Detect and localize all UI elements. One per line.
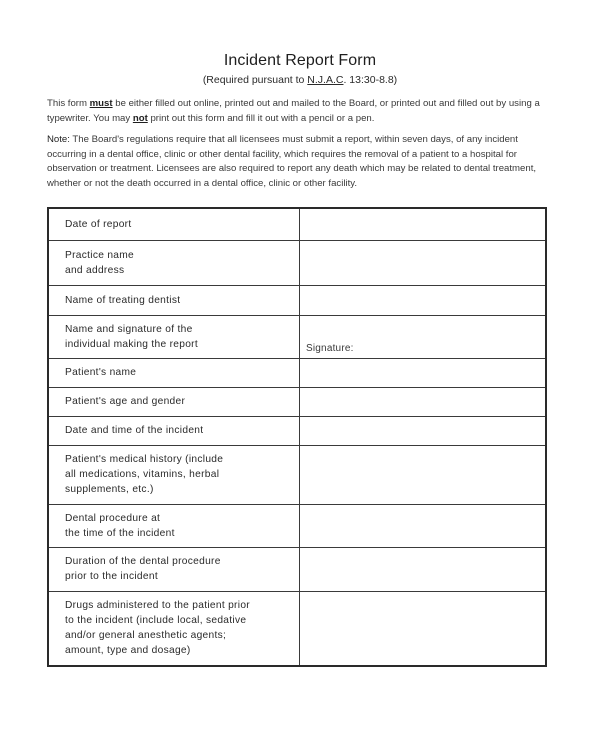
incident-datetime-field[interactable] <box>300 416 547 445</box>
procedure-duration-field[interactable] <box>300 547 547 591</box>
instructions-emphasis-must: must <box>89 98 113 109</box>
field-label: Duration of the dental procedure prior to the incident <box>48 547 300 591</box>
form-row-procedure-duration <box>48 547 546 591</box>
dental-procedure-field[interactable] <box>300 504 547 547</box>
form-title: Incident Report Form <box>223 52 377 69</box>
instructions-text-c: print out this form and fill it out with a pencil or a pen. <box>147 112 375 124</box>
signature-hint: Signature: <box>306 342 354 354</box>
field-label: Dental procedure at the time of the incident <box>48 504 300 547</box>
medical-history-field[interactable] <box>300 445 547 504</box>
field-label: Date of report <box>48 208 300 240</box>
field-label: Drugs administered to the patient prior to the incident (include local, sedative and/or general anesthetic agents; amount, type and dosage) <box>48 591 300 666</box>
field-label: Patient's name <box>48 358 300 387</box>
form-row-patient-age-gender <box>48 387 546 416</box>
note-text: The Board's regulations require that all licensees must submit a report, within seven days, of any incident occurring in a dental office, clinic or other dental facility, which requires the removal of a patient to a hospital for observation or treatment. Licensees are also required to report any death which may be related to dental treatment, whether or not the death occurred in a dental office, clinic or other facility. <box>47 134 537 189</box>
form-row-practice <box>48 240 546 285</box>
instructions-emphasis-not: not <box>132 112 148 124</box>
form-row-dental-procedure <box>48 504 546 547</box>
field-label: Patient's age and gender <box>48 387 300 416</box>
field-label: Name and signature of the individual making the report <box>48 315 300 358</box>
incident-form-table <box>47 207 547 667</box>
field-label: Patient's medical history (include all medications, vitamins, herbal supplements, etc.) <box>48 445 300 504</box>
form-subtitle <box>0 74 600 86</box>
form-row-treating-dentist <box>48 285 546 315</box>
drugs-administered-field[interactable] <box>300 591 547 666</box>
form-row-date-of-report <box>48 208 546 240</box>
reporter-name-signature-field[interactable] <box>300 315 547 358</box>
instructions-paragraph <box>47 97 557 126</box>
form-row-drugs-administered <box>48 591 546 666</box>
field-label: Name of treating dentist <box>48 285 300 315</box>
form-row-medical-history <box>48 445 546 504</box>
patient-name-field[interactable] <box>300 358 547 387</box>
field-label: Date and time of the incident <box>48 416 300 445</box>
form-row-patient-name <box>48 358 546 387</box>
treating-dentist-field[interactable] <box>300 285 547 315</box>
regulation-reference: N.J.A.C <box>307 74 344 86</box>
form-row-incident-datetime <box>48 416 546 445</box>
instructions-text-b: be either filled out online, printed out and mailed to the Board, or printed out and filled out by using a typewriter. You may <box>47 98 540 124</box>
subtitle-suffix: . 13:30-8.8) <box>343 74 398 86</box>
subtitle-prefix: (Required pursuant to <box>202 74 308 86</box>
patient-age-gender-field[interactable] <box>300 387 547 416</box>
note-paragraph <box>47 133 557 191</box>
date-of-report-field[interactable] <box>300 208 547 240</box>
form-row-reporter <box>48 315 546 358</box>
note-label: Note: <box>47 134 70 145</box>
field-label: Practice name and address <box>48 240 300 285</box>
practice-name-address-field[interactable] <box>300 240 547 285</box>
instructions-text-a: This form <box>47 98 90 109</box>
